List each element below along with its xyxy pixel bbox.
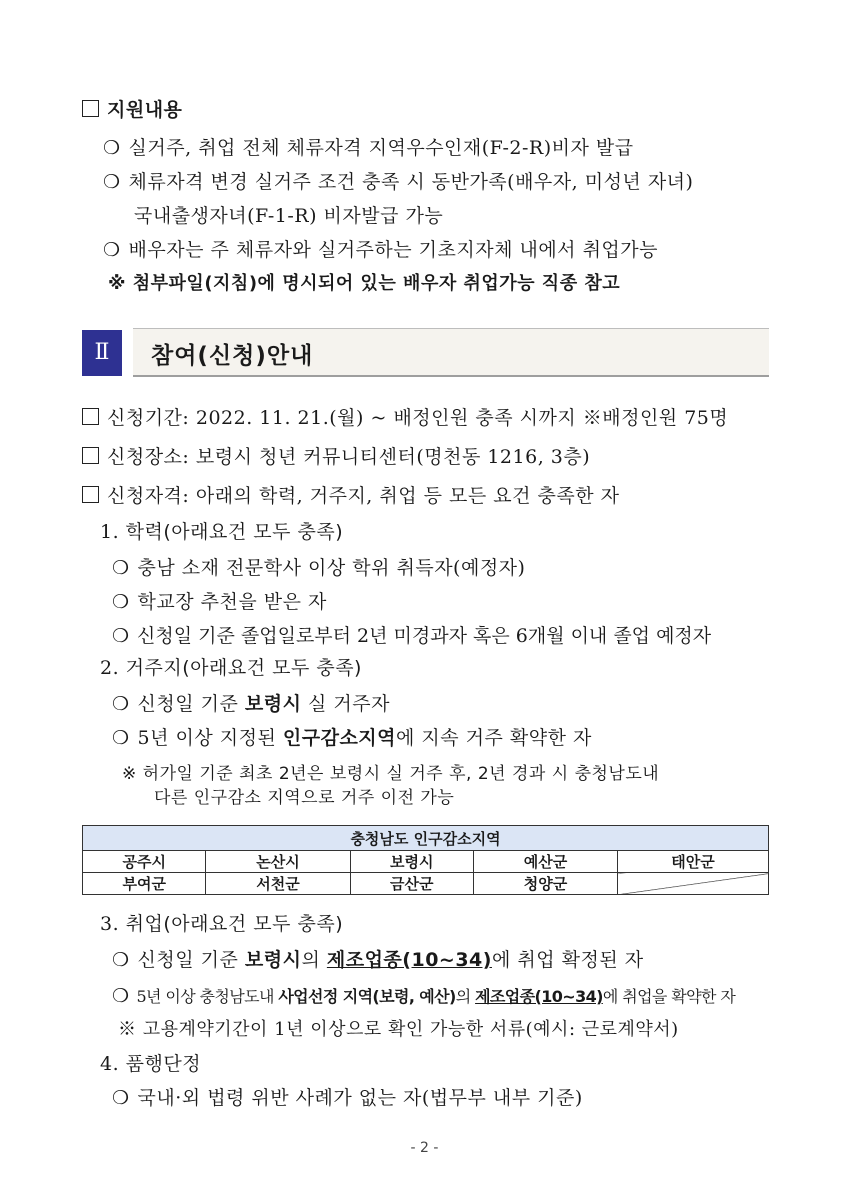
support-item-continued: 국내출생자녀(F-1-R) 비자발급 가능 (134, 205, 444, 227)
table-cell-empty-diagonal (618, 873, 769, 895)
apply-place: 신청장소: 보령시 청년 커뮤니티센터(명천동 1216, 3층) (82, 445, 590, 469)
square-bullet-icon (82, 408, 99, 425)
table-row (83, 851, 769, 873)
square-bullet-icon (82, 447, 99, 464)
table-cell: 공주시 (83, 851, 206, 873)
circle-bullet-icon: ❍ (103, 137, 121, 159)
employment-heading: 3. 취업(아래요건 모두 충족) (100, 913, 344, 935)
employment-note: ※ 고용계약기간이 1년 이상으로 확인 가능한 서류(예시: 근로계약서) (118, 1019, 679, 1040)
table-cell: 금산군 (350, 873, 473, 895)
employment-item: ❍ 5년 이상 충청남도내 사업선정 지역(보령, 예산)의 제조업종(10~34)에 취업을 확약한 자 (112, 985, 736, 1007)
table-row (83, 873, 769, 895)
table-cell: 부여군 (83, 873, 206, 895)
circle-bullet-icon: ❍ (112, 693, 130, 715)
circle-bullet-icon: ❍ (112, 985, 129, 1007)
conduct-heading: 4. 품행단정 (100, 1053, 202, 1075)
circle-bullet-icon: ❍ (112, 727, 130, 749)
support-item: ❍ 실거주, 취업 전체 체류자격 지역우수인재(F-2-R)비자 발급 (103, 137, 634, 159)
circle-bullet-icon: ❍ (112, 949, 130, 971)
circle-bullet-icon: ❍ (112, 591, 130, 613)
table-title: 충청남도 인구감소지역 (83, 826, 769, 851)
circle-bullet-icon: ❍ (112, 557, 130, 579)
residence-item: ❍ 5년 이상 지정된 인구감소지역에 지속 거주 확약한 자 (112, 727, 592, 749)
support-item: ❍ 배우자는 주 체류자와 실거주하는 기초지자체 내에서 취업가능 (103, 239, 658, 261)
table-cell: 보령시 (350, 851, 473, 873)
circle-bullet-icon: ❍ (112, 1087, 130, 1109)
employment-item: ❍ 신청일 기준 보령시의 제조업종(10~34)에 취업 확정된 자 (112, 949, 644, 971)
education-item: ❍ 학교장 추천을 받은 자 (112, 591, 327, 613)
residence-heading: 2. 거주지(아래요건 모두 충족) (100, 657, 362, 679)
table-cell: 서천군 (206, 873, 350, 895)
education-item: ❍ 신청일 기준 졸업일로부터 2년 미경과자 혹은 6개월 이내 졸업 예정자 (112, 625, 712, 647)
apply-period: 신청기간: 2022. 11. 21.(월) ~ 배정인원 충족 시까지 ※배정인원 75명 (82, 406, 728, 430)
support-item: ❍ 체류자격 변경 실거주 조건 충족 시 동반가족(배우자, 미성년 자녀) (103, 171, 694, 193)
education-item: ❍ 충남 소재 전문학사 이상 학위 취득자(예정자) (112, 557, 526, 579)
education-heading: 1. 학력(아래요건 모두 충족) (100, 521, 344, 543)
residence-item: ❍ 신청일 기준 보령시 실 거주자 (112, 693, 390, 715)
support-note: ※ 첨부파일(지침)에 명시되어 있는 배우자 취업가능 직종 참고 (108, 273, 621, 294)
circle-bullet-icon: ❍ (103, 171, 121, 193)
section-title-bar (133, 328, 769, 377)
table-cell: 예산군 (473, 851, 617, 873)
population-decline-table (82, 825, 769, 895)
support-heading: 지원내용 (82, 98, 182, 122)
square-bullet-icon (82, 100, 99, 117)
residence-note: ※ 허가일 기준 최초 2년은 보령시 실 거주 후, 2년 경과 시 충청남도내 (122, 764, 660, 784)
apply-qualification: 신청자격: 아래의 학력, 거주지, 취업 등 모든 요건 충족한 자 (82, 484, 619, 508)
table-cell: 청양군 (473, 873, 617, 895)
circle-bullet-icon: ❍ (112, 625, 130, 647)
section-number: Ⅱ (82, 330, 122, 376)
table-cell: 태안군 (618, 851, 769, 873)
table-cell: 논산시 (206, 851, 350, 873)
conduct-item: ❍ 국내·외 법령 위반 사례가 없는 자(법무부 내부 기준) (112, 1087, 583, 1109)
page-number: - 2 - (410, 1140, 439, 1156)
section-title: 참여(신청)안내 (151, 343, 314, 369)
circle-bullet-icon: ❍ (103, 239, 121, 261)
residence-note-cont: 다른 인구감소 지역으로 거주 이전 가능 (154, 788, 455, 808)
square-bullet-icon (82, 486, 99, 503)
